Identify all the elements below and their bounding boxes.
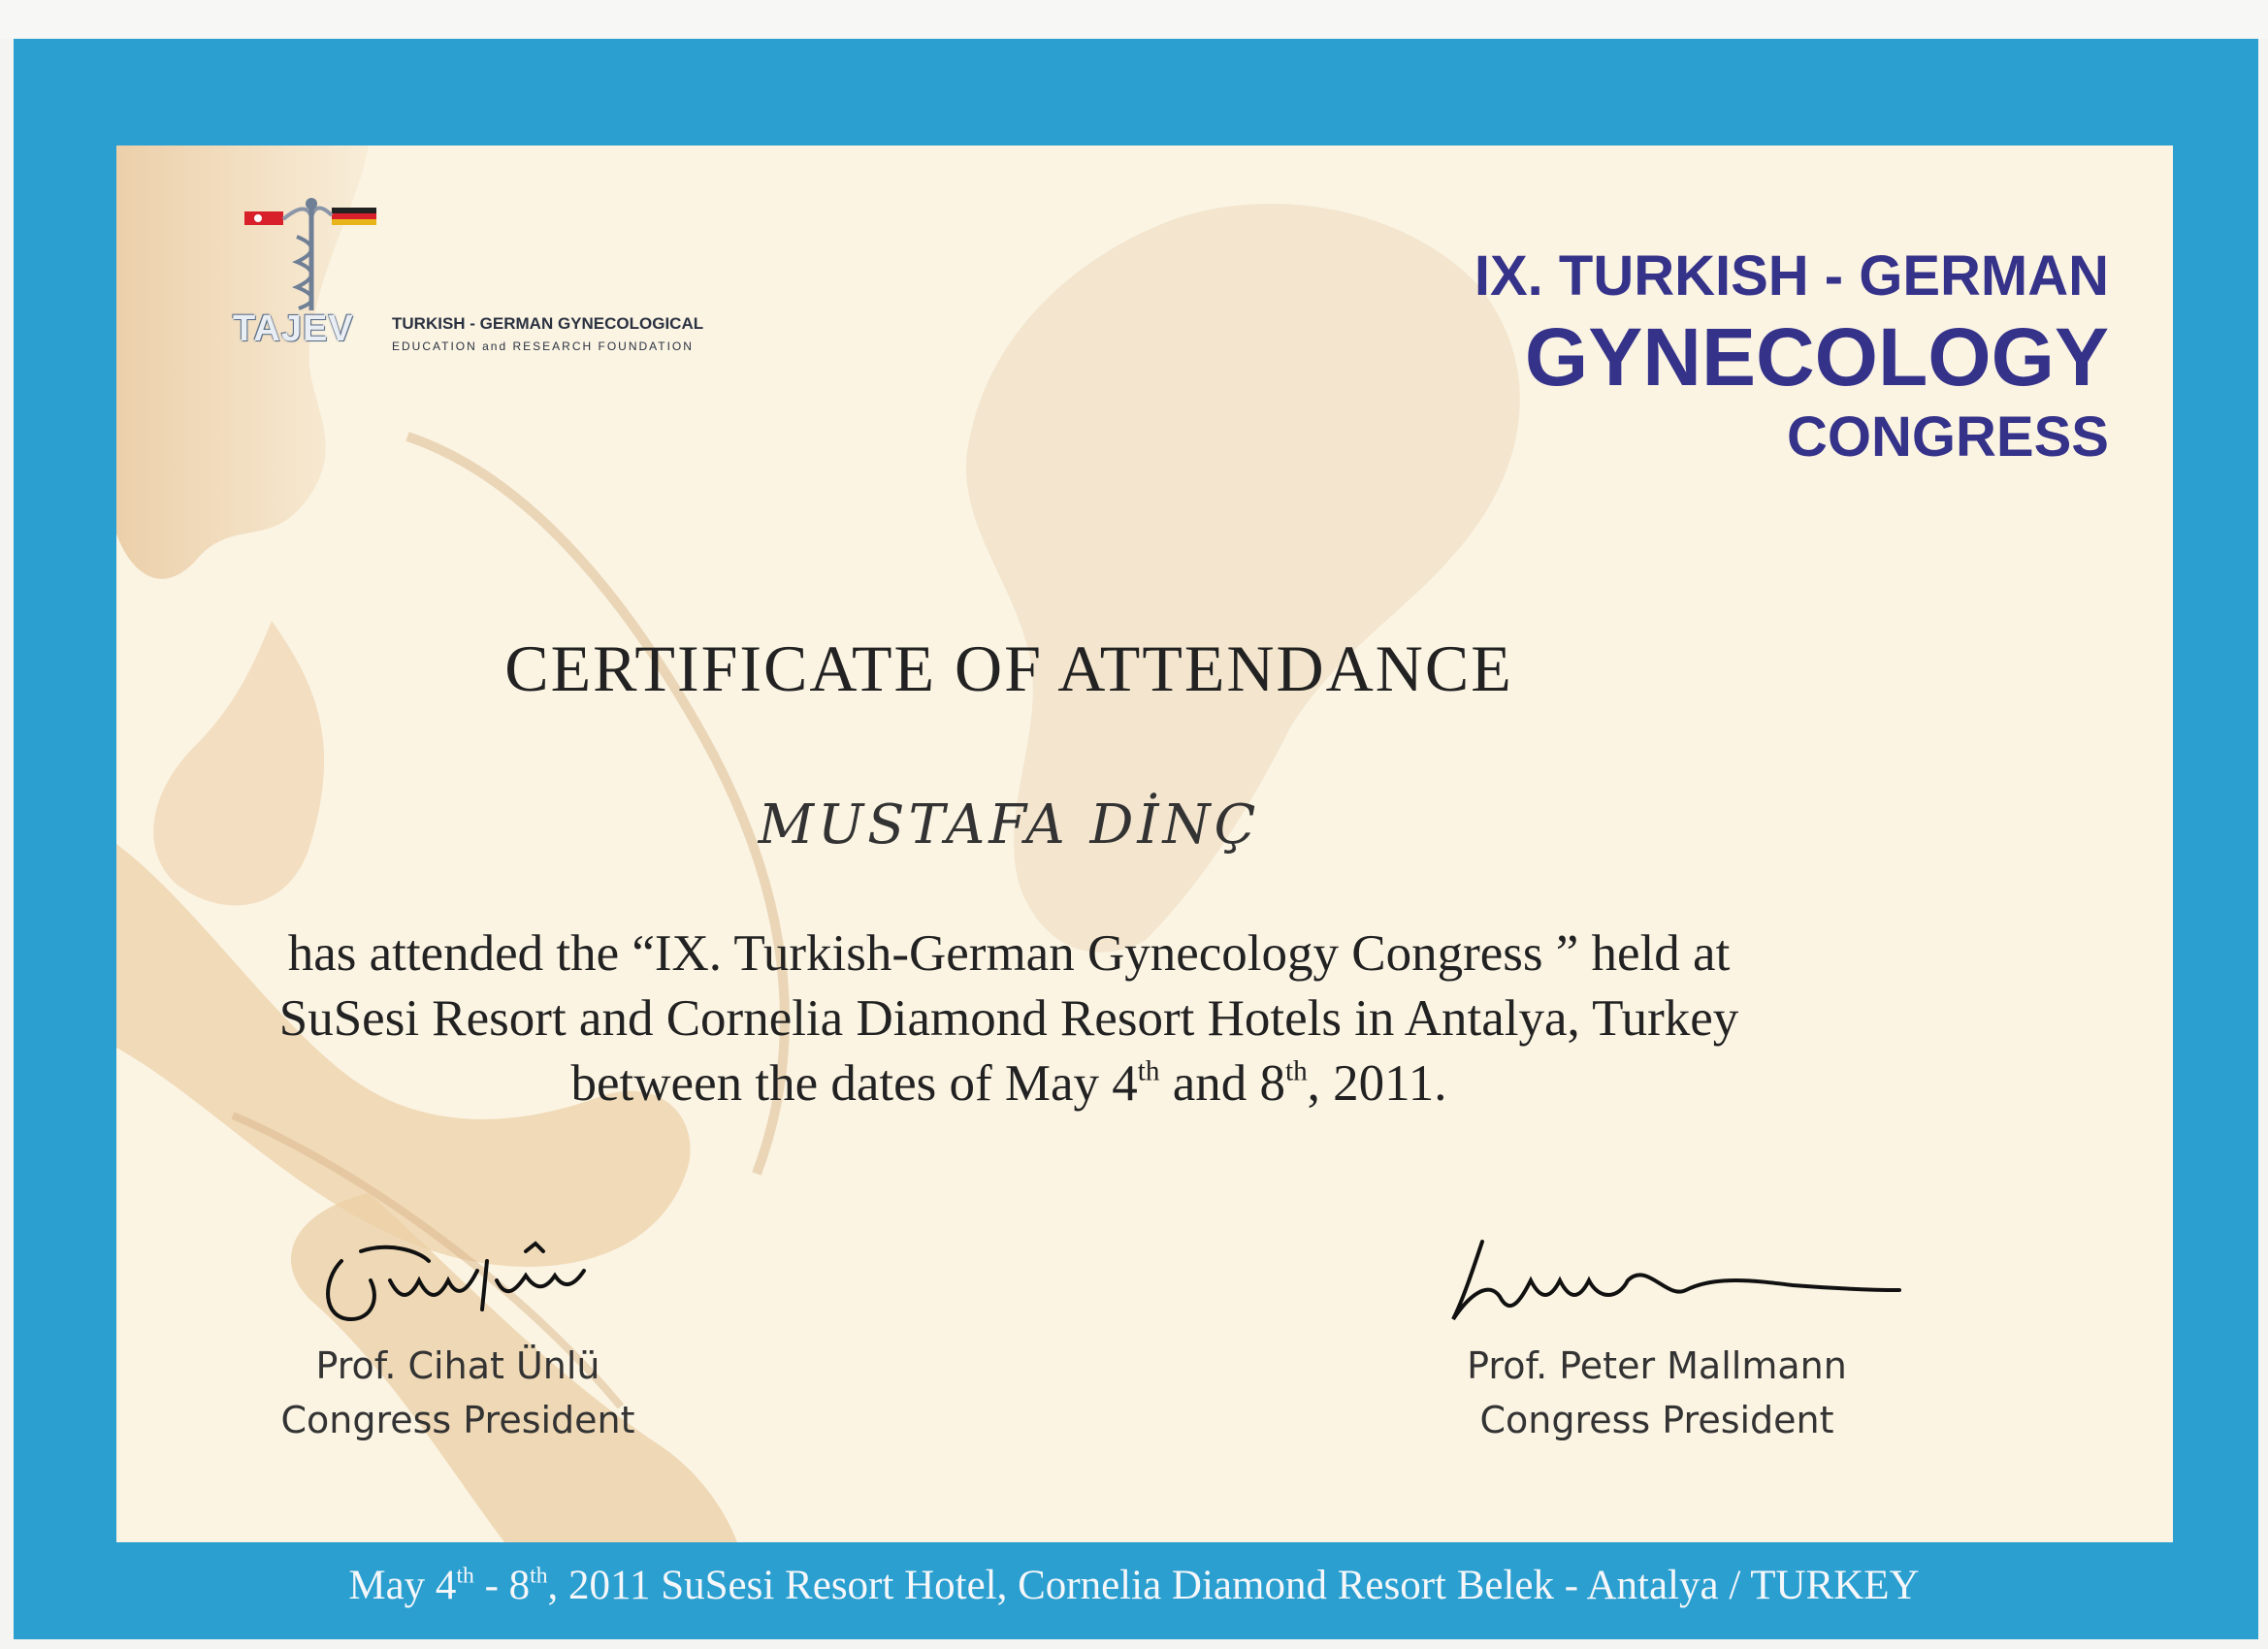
logo-subtitle-2: EDUCATION and RESEARCH FOUNDATION	[392, 340, 694, 353]
logo-wordmark: TAJEV	[233, 308, 354, 349]
signatory-role: Congress President	[280, 1399, 635, 1441]
scan-margin	[0, 0, 2268, 39]
signatory-role: Congress President	[1479, 1399, 1834, 1441]
tajev-logo	[233, 194, 737, 359]
certificate-body	[116, 922, 1901, 1116]
congress-title-line-3: CONGRESS	[1787, 405, 2109, 469]
congress-title-line-1: IX. TURKISH - GERMAN	[1474, 244, 2109, 307]
body-line-1: has attended the “IX. Turkish-German Gynecology Congress ” held at	[287, 925, 1731, 982]
body-line-2: SuSesi Resort and Cornelia Diamond Resort Hotels in Antalya, Turkey	[278, 990, 1739, 1047]
certificate-card	[14, 39, 2258, 1639]
signatory-name: Prof. Cihat Ünlü	[315, 1344, 600, 1387]
signature-block-left	[206, 1222, 710, 1447]
attendee-name: MUSTAFA DİNÇ	[758, 793, 1260, 857]
logo-subtitle-1: TURKISH - GERMAN GYNECOLOGICAL	[392, 314, 704, 333]
certificate-title: CERTIFICATE OF ATTENDANCE	[504, 631, 1513, 705]
signature-block-right	[1405, 1222, 1909, 1447]
body-line-3: between the dates of May 4th and 8th, 2011.	[570, 1055, 1447, 1112]
congress-title-block	[1474, 242, 2109, 471]
signature-mallmann	[1405, 1222, 1909, 1339]
certificate-panel	[116, 146, 2173, 1542]
footer-venue-line: May 4th - 8th, 2011 SuSesi Resort Hotel, Cornelia Diamond Resort Belek - Antalya / TURKEY	[348, 1563, 1920, 1608]
caduceus-flag-icon	[239, 194, 384, 320]
signatory-name: Prof. Peter Mallmann	[1467, 1344, 1847, 1387]
signature-unlu	[303, 1222, 613, 1339]
congress-title-line-2: GYNECOLOGY	[1524, 311, 2109, 403]
